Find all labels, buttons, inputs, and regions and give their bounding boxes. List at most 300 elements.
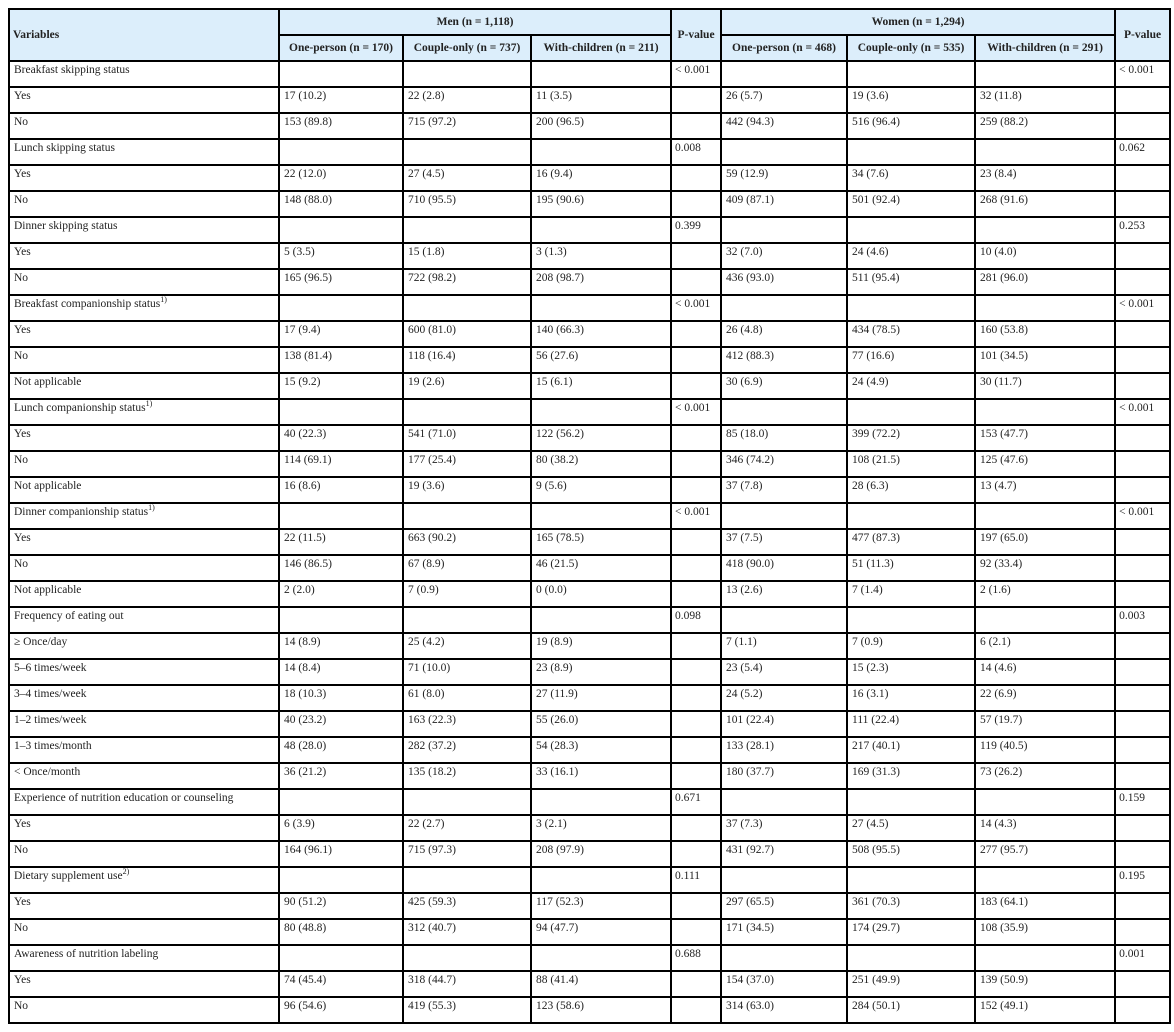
footnote-marker: 2) [122, 867, 130, 876]
cell-men-p-value [671, 529, 721, 555]
cell-men-one-person: 14 (8.4) [279, 659, 403, 685]
cell-men-p-value [671, 269, 721, 295]
cell-women-with-children: 101 (34.5) [975, 347, 1115, 373]
cell-women-one-person: 154 (37.0) [721, 971, 847, 997]
cell-men-with-children: 19 (8.9) [531, 633, 671, 659]
row-label-cell [9, 581, 279, 607]
cell-women-couple-only: 77 (16.6) [847, 347, 975, 373]
cell-men-one-person: 36 (21.2) [279, 763, 403, 789]
cell-men-one-person: 17 (9.4) [279, 321, 403, 347]
cell-men-couple-only: 135 (18.2) [403, 763, 531, 789]
cell-men-p-value: < 0.001 [671, 61, 721, 87]
cell-men-p-value [671, 347, 721, 373]
cell-men-p-value [671, 581, 721, 607]
row-label-cell [9, 269, 279, 295]
cell-men-one-person: 22 (11.5) [279, 529, 403, 555]
cell-women-one-person [721, 945, 847, 971]
cell-women-p-value [1115, 373, 1170, 399]
row-label: 1–2 times/week [14, 714, 87, 726]
cell-men-couple-only: 282 (37.2) [403, 737, 531, 763]
cell-women-p-value [1115, 997, 1170, 1023]
cell-men-one-person: 18 (10.3) [279, 685, 403, 711]
cell-women-couple-only: 24 (4.6) [847, 243, 975, 269]
table-row [9, 867, 1170, 893]
cell-men-with-children: 195 (90.6) [531, 191, 671, 217]
cell-men-with-children: 140 (66.3) [531, 321, 671, 347]
row-label-cell [9, 87, 279, 113]
cell-men-one-person: 2 (2.0) [279, 581, 403, 607]
cell-men-one-person: 165 (96.5) [279, 269, 403, 295]
cell-women-p-value [1115, 659, 1170, 685]
cell-women-couple-only: 434 (78.5) [847, 321, 975, 347]
cell-women-p-value: 0.003 [1115, 607, 1170, 633]
cell-women-p-value: < 0.001 [1115, 295, 1170, 321]
cell-men-one-person: 148 (88.0) [279, 191, 403, 217]
row-label: Not applicable [14, 376, 82, 388]
cell-men-p-value [671, 815, 721, 841]
cell-men-one-person: 15 (9.2) [279, 373, 403, 399]
table-row [9, 295, 1170, 321]
cell-men-p-value [671, 451, 721, 477]
cell-women-couple-only: 361 (70.3) [847, 893, 975, 919]
cell-men-couple-only: 15 (1.8) [403, 243, 531, 269]
cell-women-with-children: 22 (6.9) [975, 685, 1115, 711]
header-men: Men (n = 1,118) [279, 9, 671, 35]
cell-men-p-value [671, 737, 721, 763]
table-row [9, 87, 1170, 113]
cell-women-one-person: 412 (88.3) [721, 347, 847, 373]
row-label: Yes [14, 90, 31, 102]
row-label: No [14, 558, 29, 570]
row-label: Yes [14, 532, 31, 544]
cell-men-couple-only: 61 (8.0) [403, 685, 531, 711]
row-label-cell [9, 217, 279, 243]
row-label: No [14, 1000, 29, 1012]
row-label: Yes [14, 896, 31, 908]
row-label: No [14, 454, 29, 466]
row-label: Frequency of eating out [14, 610, 124, 622]
cell-women-couple-only [847, 945, 975, 971]
table-row [9, 919, 1170, 945]
cell-women-one-person: 37 (7.8) [721, 477, 847, 503]
cell-women-with-children: 14 (4.6) [975, 659, 1115, 685]
table-row [9, 659, 1170, 685]
cell-men-couple-only: 19 (2.6) [403, 373, 531, 399]
cell-women-with-children: 152 (49.1) [975, 997, 1115, 1023]
cell-men-couple-only [403, 503, 531, 529]
cell-men-with-children [531, 139, 671, 165]
cell-men-couple-only [403, 867, 531, 893]
cell-men-couple-only: 25 (4.2) [403, 633, 531, 659]
row-label-cell [9, 113, 279, 139]
cell-men-couple-only: 541 (71.0) [403, 425, 531, 451]
cell-men-one-person: 146 (86.5) [279, 555, 403, 581]
cell-women-with-children [975, 789, 1115, 815]
cell-women-with-children: 30 (11.7) [975, 373, 1115, 399]
cell-men-with-children [531, 607, 671, 633]
cell-men-couple-only: 715 (97.2) [403, 113, 531, 139]
cell-women-p-value [1115, 113, 1170, 139]
cell-women-one-person [721, 607, 847, 633]
table-row [9, 321, 1170, 347]
cell-women-p-value [1115, 971, 1170, 997]
row-label-cell [9, 893, 279, 919]
cell-men-one-person: 90 (51.2) [279, 893, 403, 919]
cell-men-with-children [531, 295, 671, 321]
cell-men-p-value [671, 191, 721, 217]
cell-men-with-children [531, 867, 671, 893]
table-row [9, 503, 1170, 529]
row-label-cell [9, 243, 279, 269]
cell-women-with-children: 281 (96.0) [975, 269, 1115, 295]
cell-men-one-person: 96 (54.6) [279, 997, 403, 1023]
cell-women-with-children [975, 867, 1115, 893]
row-label-cell [9, 607, 279, 633]
cell-men-p-value: < 0.001 [671, 295, 721, 321]
cell-women-one-person: 431 (92.7) [721, 841, 847, 867]
cell-men-one-person [279, 503, 403, 529]
cell-women-couple-only: 251 (49.9) [847, 971, 975, 997]
row-label: Breakfast companionship status [14, 298, 161, 310]
cell-women-with-children: 125 (47.6) [975, 451, 1115, 477]
cell-women-p-value: 0.062 [1115, 139, 1170, 165]
table-body [9, 61, 1170, 1023]
cell-women-one-person: 30 (6.9) [721, 373, 847, 399]
table-row [9, 451, 1170, 477]
cell-men-p-value [671, 763, 721, 789]
cell-women-one-person [721, 789, 847, 815]
table-row [9, 529, 1170, 555]
cell-men-one-person: 138 (81.4) [279, 347, 403, 373]
cell-women-with-children: 119 (40.5) [975, 737, 1115, 763]
cell-women-couple-only [847, 503, 975, 529]
cell-men-with-children [531, 789, 671, 815]
cell-men-couple-only: 318 (44.7) [403, 971, 531, 997]
cell-women-with-children: 6 (2.1) [975, 633, 1115, 659]
data-table [8, 8, 1171, 1024]
cell-men-couple-only: 22 (2.8) [403, 87, 531, 113]
cell-men-couple-only: 19 (3.6) [403, 477, 531, 503]
cell-women-one-person: 7 (1.1) [721, 633, 847, 659]
header-women: Women (n = 1,294) [721, 9, 1115, 35]
cell-women-couple-only [847, 139, 975, 165]
cell-women-with-children: 139 (50.9) [975, 971, 1115, 997]
cell-women-one-person: 23 (5.4) [721, 659, 847, 685]
cell-women-couple-only: 19 (3.6) [847, 87, 975, 113]
row-label-cell [9, 555, 279, 581]
cell-women-p-value [1115, 581, 1170, 607]
row-label-cell [9, 711, 279, 737]
cell-men-with-children: 3 (1.3) [531, 243, 671, 269]
cell-men-p-value: 0.008 [671, 139, 721, 165]
cell-women-with-children: 268 (91.6) [975, 191, 1115, 217]
cell-women-one-person: 171 (34.5) [721, 919, 847, 945]
row-label-cell [9, 399, 279, 425]
cell-men-couple-only: 177 (25.4) [403, 451, 531, 477]
table-row [9, 607, 1170, 633]
cell-men-couple-only [403, 945, 531, 971]
cell-women-one-person: 26 (4.8) [721, 321, 847, 347]
cell-women-p-value [1115, 711, 1170, 737]
header-men-p-value: P-value [671, 9, 721, 61]
cell-men-with-children: 33 (16.1) [531, 763, 671, 789]
row-label: Dinner companionship status [14, 506, 149, 518]
cell-men-with-children: 122 (56.2) [531, 425, 671, 451]
cell-women-p-value: 0.001 [1115, 945, 1170, 971]
row-label-cell [9, 763, 279, 789]
row-label: Dinner skipping status [14, 220, 118, 232]
cell-men-with-children [531, 503, 671, 529]
cell-men-one-person [279, 217, 403, 243]
row-label-cell [9, 321, 279, 347]
row-label-cell [9, 841, 279, 867]
table-row [9, 997, 1170, 1023]
cell-men-couple-only: 419 (55.3) [403, 997, 531, 1023]
cell-men-p-value [671, 373, 721, 399]
row-label: Yes [14, 818, 31, 830]
cell-men-one-person: 17 (10.2) [279, 87, 403, 113]
cell-men-one-person [279, 867, 403, 893]
cell-women-couple-only: 399 (72.2) [847, 425, 975, 451]
row-label-cell [9, 867, 279, 893]
cell-women-couple-only: 108 (21.5) [847, 451, 975, 477]
cell-women-one-person [721, 61, 847, 87]
cell-men-couple-only: 163 (22.3) [403, 711, 531, 737]
cell-women-couple-only: 7 (0.9) [847, 633, 975, 659]
cell-men-with-children: 56 (27.6) [531, 347, 671, 373]
cell-men-with-children: 46 (21.5) [531, 555, 671, 581]
cell-men-one-person: 114 (69.1) [279, 451, 403, 477]
cell-women-with-children: 57 (19.7) [975, 711, 1115, 737]
table-row [9, 815, 1170, 841]
cell-women-one-person: 85 (18.0) [721, 425, 847, 451]
footnote-marker: 1) [160, 295, 167, 304]
row-label-cell [9, 295, 279, 321]
cell-women-p-value [1115, 685, 1170, 711]
cell-women-couple-only [847, 295, 975, 321]
cell-men-with-children: 16 (9.4) [531, 165, 671, 191]
cell-men-p-value [671, 243, 721, 269]
row-label: Yes [14, 428, 31, 440]
cell-men-with-children: 11 (3.5) [531, 87, 671, 113]
cell-women-p-value [1115, 893, 1170, 919]
cell-men-one-person [279, 139, 403, 165]
cell-women-with-children: 23 (8.4) [975, 165, 1115, 191]
cell-men-p-value [671, 477, 721, 503]
cell-men-one-person: 74 (45.4) [279, 971, 403, 997]
cell-men-with-children: 23 (8.9) [531, 659, 671, 685]
cell-women-couple-only: 217 (40.1) [847, 737, 975, 763]
cell-men-one-person: 80 (48.8) [279, 919, 403, 945]
cell-women-p-value [1115, 737, 1170, 763]
cell-men-one-person [279, 295, 403, 321]
row-label: Lunch companionship status [14, 402, 146, 414]
header-women-p-value: P-value [1115, 9, 1170, 61]
cell-women-couple-only: 34 (7.6) [847, 165, 975, 191]
cell-women-p-value: < 0.001 [1115, 503, 1170, 529]
cell-men-with-children: 15 (6.1) [531, 373, 671, 399]
cell-women-p-value [1115, 165, 1170, 191]
cell-men-p-value [671, 425, 721, 451]
cell-women-with-children [975, 399, 1115, 425]
row-label: Not applicable [14, 584, 82, 596]
row-label: Awareness of nutrition labeling [14, 948, 159, 960]
row-label: Yes [14, 168, 31, 180]
cell-women-with-children [975, 295, 1115, 321]
row-label: < Once/month [14, 766, 81, 778]
row-label-cell [9, 789, 279, 815]
row-label-cell [9, 945, 279, 971]
row-label-cell [9, 503, 279, 529]
cell-men-couple-only: 118 (16.4) [403, 347, 531, 373]
cell-women-one-person: 101 (22.4) [721, 711, 847, 737]
cell-men-p-value [671, 997, 721, 1023]
row-label-cell [9, 61, 279, 87]
header-variables: Variables [9, 9, 279, 61]
table-row [9, 945, 1170, 971]
cell-women-couple-only [847, 867, 975, 893]
cell-women-one-person [721, 295, 847, 321]
cell-men-p-value [671, 711, 721, 737]
cell-men-couple-only: 27 (4.5) [403, 165, 531, 191]
cell-men-couple-only [403, 295, 531, 321]
cell-women-p-value: < 0.001 [1115, 399, 1170, 425]
cell-men-one-person: 48 (28.0) [279, 737, 403, 763]
cell-women-one-person: 59 (12.9) [721, 165, 847, 191]
cell-men-p-value: 0.688 [671, 945, 721, 971]
cell-men-couple-only: 425 (59.3) [403, 893, 531, 919]
row-label-cell [9, 165, 279, 191]
header-men-couple-only: Couple-only (n = 737) [403, 35, 531, 61]
cell-women-one-person: 409 (87.1) [721, 191, 847, 217]
cell-women-p-value [1115, 347, 1170, 373]
table-row [9, 633, 1170, 659]
header-women-one-person: One-person (n = 468) [721, 35, 847, 61]
cell-women-couple-only [847, 217, 975, 243]
cell-women-couple-only: 51 (11.3) [847, 555, 975, 581]
cell-men-couple-only: 22 (2.7) [403, 815, 531, 841]
table-row [9, 269, 1170, 295]
cell-men-one-person: 153 (89.8) [279, 113, 403, 139]
table-row [9, 971, 1170, 997]
cell-women-p-value [1115, 529, 1170, 555]
table-row [9, 685, 1170, 711]
cell-women-couple-only [847, 399, 975, 425]
cell-women-couple-only: 516 (96.4) [847, 113, 975, 139]
row-label-cell [9, 347, 279, 373]
cell-women-couple-only: 28 (6.3) [847, 477, 975, 503]
cell-men-with-children: 208 (97.9) [531, 841, 671, 867]
cell-men-p-value [671, 113, 721, 139]
cell-women-one-person: 346 (74.2) [721, 451, 847, 477]
cell-women-one-person: 442 (94.3) [721, 113, 847, 139]
table-row [9, 243, 1170, 269]
cell-men-p-value [671, 321, 721, 347]
cell-women-one-person: 436 (93.0) [721, 269, 847, 295]
cell-women-p-value [1115, 477, 1170, 503]
cell-women-with-children: 2 (1.6) [975, 581, 1115, 607]
cell-women-with-children [975, 61, 1115, 87]
cell-women-couple-only: 7 (1.4) [847, 581, 975, 607]
cell-women-with-children: 14 (4.3) [975, 815, 1115, 841]
cell-women-p-value [1115, 269, 1170, 295]
cell-men-couple-only: 67 (8.9) [403, 555, 531, 581]
table-row [9, 711, 1170, 737]
cell-men-with-children: 165 (78.5) [531, 529, 671, 555]
cell-men-with-children: 94 (47.7) [531, 919, 671, 945]
cell-women-with-children: 259 (88.2) [975, 113, 1115, 139]
cell-women-p-value: 0.159 [1115, 789, 1170, 815]
cell-women-one-person: 133 (28.1) [721, 737, 847, 763]
cell-women-one-person: 180 (37.7) [721, 763, 847, 789]
cell-men-p-value [671, 633, 721, 659]
cell-men-one-person: 22 (12.0) [279, 165, 403, 191]
cell-men-p-value [671, 165, 721, 191]
cell-men-couple-only: 7 (0.9) [403, 581, 531, 607]
row-label: No [14, 272, 29, 284]
cell-women-one-person: 297 (65.5) [721, 893, 847, 919]
cell-men-couple-only: 71 (10.0) [403, 659, 531, 685]
row-label: Breakfast skipping status [14, 64, 130, 76]
header-women-couple-only: Couple-only (n = 535) [847, 35, 975, 61]
header-men-one-person: One-person (n = 170) [279, 35, 403, 61]
row-label: Not applicable [14, 480, 82, 492]
table-row [9, 737, 1170, 763]
row-label-cell [9, 191, 279, 217]
cell-women-couple-only: 501 (92.4) [847, 191, 975, 217]
row-label-cell [9, 919, 279, 945]
cell-men-p-value [671, 971, 721, 997]
row-label-cell [9, 997, 279, 1023]
row-label-cell [9, 971, 279, 997]
row-label: Yes [14, 246, 31, 258]
header-men-with-children: With-children (n = 211) [531, 35, 671, 61]
table-row [9, 139, 1170, 165]
table-row [9, 893, 1170, 919]
cell-women-one-person: 32 (7.0) [721, 243, 847, 269]
cell-men-p-value: 0.111 [671, 867, 721, 893]
cell-women-one-person: 26 (5.7) [721, 87, 847, 113]
cell-women-one-person: 37 (7.3) [721, 815, 847, 841]
cell-women-p-value [1115, 191, 1170, 217]
cell-women-with-children: 183 (64.1) [975, 893, 1115, 919]
row-label-cell [9, 451, 279, 477]
cell-women-p-value [1115, 555, 1170, 581]
cell-men-couple-only [403, 217, 531, 243]
cell-men-with-children: 208 (98.7) [531, 269, 671, 295]
cell-men-with-children: 0 (0.0) [531, 581, 671, 607]
cell-men-one-person [279, 607, 403, 633]
cell-men-couple-only: 312 (40.7) [403, 919, 531, 945]
table-row [9, 373, 1170, 399]
row-label: Yes [14, 324, 31, 336]
footnote-marker: 1) [148, 503, 155, 512]
cell-men-p-value [671, 893, 721, 919]
cell-women-p-value [1115, 633, 1170, 659]
cell-men-one-person: 40 (23.2) [279, 711, 403, 737]
cell-men-couple-only: 722 (98.2) [403, 269, 531, 295]
cell-men-with-children: 200 (96.5) [531, 113, 671, 139]
cell-men-one-person: 40 (22.3) [279, 425, 403, 451]
cell-men-couple-only [403, 61, 531, 87]
cell-women-p-value [1115, 243, 1170, 269]
cell-women-with-children: 197 (65.0) [975, 529, 1115, 555]
row-label: No [14, 844, 29, 856]
cell-men-with-children: 3 (2.1) [531, 815, 671, 841]
row-label-cell [9, 633, 279, 659]
cell-men-couple-only: 715 (97.3) [403, 841, 531, 867]
cell-women-p-value [1115, 919, 1170, 945]
